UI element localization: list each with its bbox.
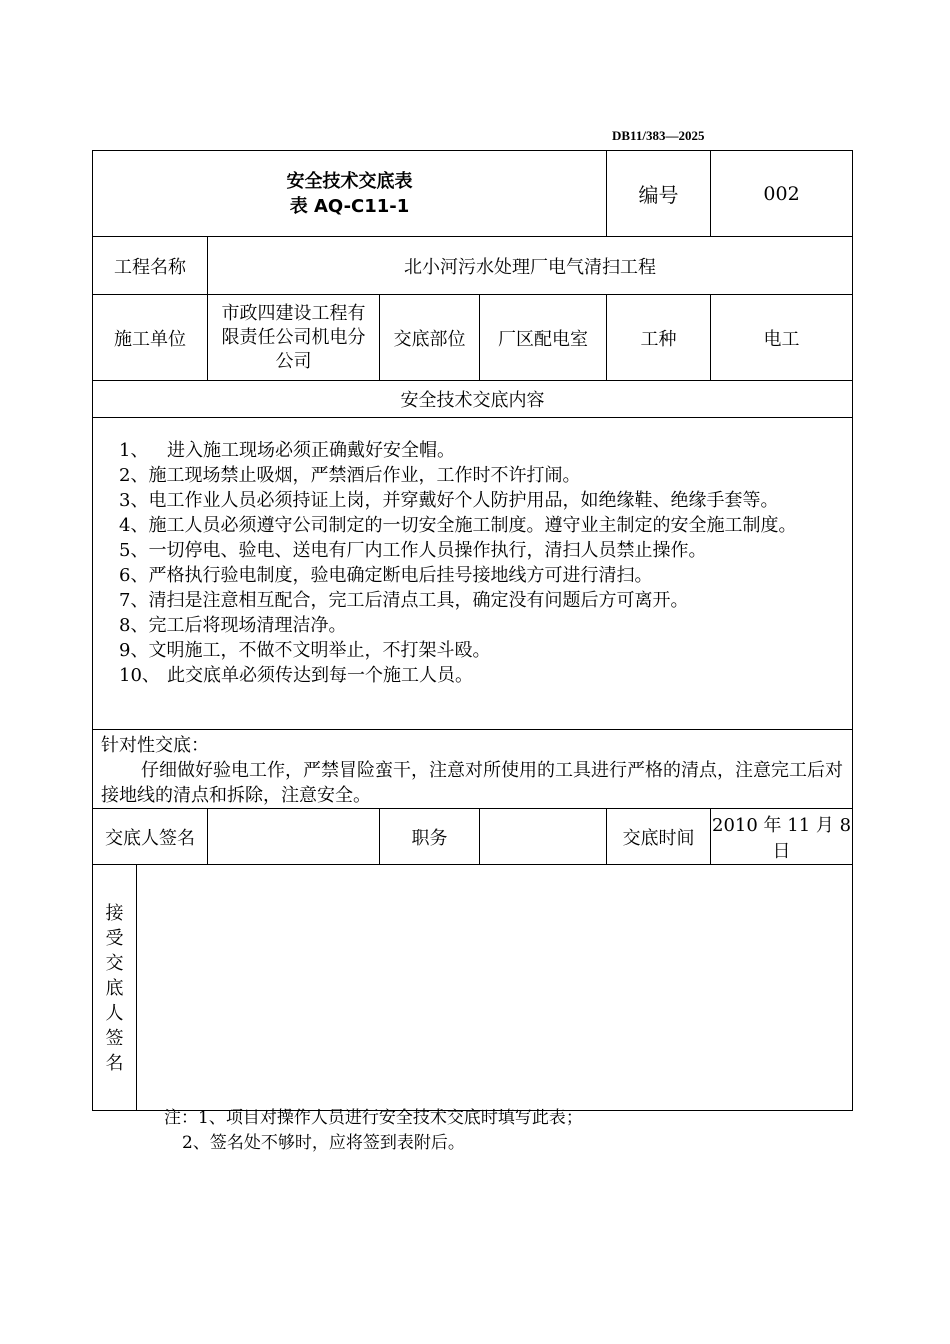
trade-label: 工种 (607, 295, 711, 381)
content-list (93, 418, 853, 730)
content-item-2: 2、施工现场禁止吸烟，严禁酒后作业，工作时不许打闹。 (119, 465, 581, 486)
unit-label: 施工单位 (93, 295, 208, 381)
note-line-2: 2、签名处不够时，应将签到表附后。 (182, 1133, 465, 1153)
project-name-label: 工程名称 (93, 237, 208, 295)
content-item-5: 5、一切停电、验电、送电有厂内工作人员操作执行，清扫人员禁止操作。 (119, 540, 707, 561)
content-item-4: 4、施工人员必须遵守公司制定的一切安全施工制度。遵守业主制定的安全施工制度。 (119, 515, 797, 536)
targeted-text: 仔细做好验电工作，严禁冒险蛮干，注意对所使用的工具进行严格的清点，注意完工后对接地线的清点和拆除，注意安全。 (101, 760, 843, 806)
position-label: 职务 (380, 809, 480, 865)
form-title-cell (93, 151, 607, 237)
unit-value: 市政四建设工程有限责任公司机电分公司 (208, 295, 380, 381)
content-heading: 安全技术交底内容 (93, 381, 853, 418)
project-name-value: 北小河污水处理厂电气清扫工程 (208, 237, 853, 295)
content-item-7: 7、清扫是注意相互配合，完工后清点工具，确定没有问题后方可离开。 (119, 590, 689, 611)
number-label: 编号 (607, 151, 711, 237)
receiver-label: 接 受 交 底 人 签 名 (93, 865, 137, 1111)
time-value: 2010 年 11 月 8 日 (711, 809, 853, 865)
note-line-1: 注：1、项目对操作人员进行安全技术交底时填写此表； (164, 1108, 583, 1128)
signer-label: 交底人签名 (93, 809, 208, 865)
receiver-signature-area[interactable] (137, 865, 853, 1111)
content-item-9: 9、文明施工，不做不文明举止，不打架斗殴。 (119, 640, 491, 661)
location-label: 交底部位 (380, 295, 480, 381)
signer-signature-field[interactable] (208, 809, 380, 865)
safety-briefing-form (92, 150, 853, 1111)
location-value: 厂区配电室 (480, 295, 607, 381)
content-item-8: 8、完工后将现场清理洁净。 (119, 615, 347, 636)
content-item-3: 3、电工作业人员必须持证上岗，并穿戴好个人防护用品，如绝缘鞋、绝缘手套等。 (119, 490, 779, 511)
targeted-briefing (93, 730, 853, 809)
content-item-6: 6、严格执行验电制度，验电确定断电后挂号接地线方可进行清扫。 (119, 565, 653, 586)
form-table-code: 表 AQ-C11-1 (289, 195, 410, 217)
content-item-10: 10、 此交底单必须传达到每一个施工人员。 (119, 665, 473, 686)
number-value: 002 (711, 151, 853, 237)
form-notes (164, 1106, 583, 1156)
content-item-1: 1、 进入施工现场必须正确戴好安全帽。 (119, 440, 455, 461)
trade-value: 电工 (711, 295, 853, 381)
form-title: 安全技术交底表 (286, 170, 413, 192)
standard-code: DB11/383—2025 (612, 128, 705, 143)
targeted-label: 针对性交底： (101, 735, 209, 756)
time-label: 交底时间 (607, 809, 711, 865)
position-field[interactable] (480, 809, 607, 865)
